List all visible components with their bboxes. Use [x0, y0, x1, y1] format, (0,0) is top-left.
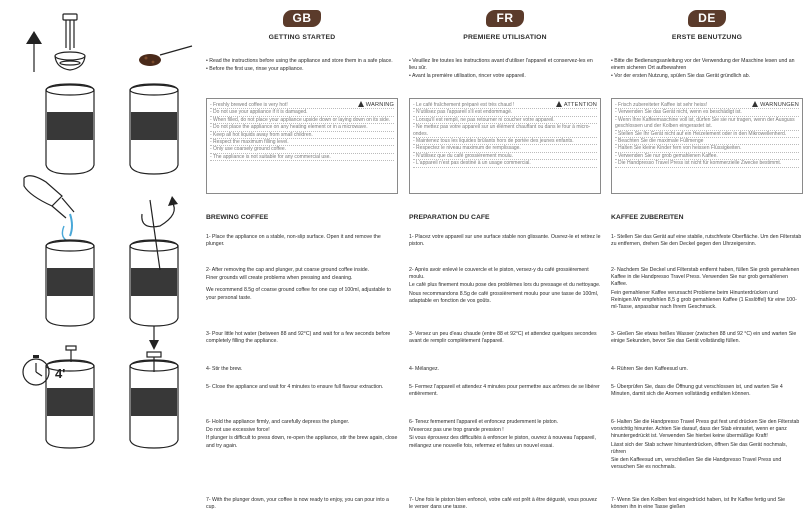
warning-line: - Maintenez tous les liquides brûlants hors de portée des jeunes enfants.	[413, 138, 597, 145]
intro-bullet: • Vor der ersten Nutzung, spülen Sie das Gerät gründlich ab.	[611, 73, 751, 80]
warning-line: - Frisch zubereiteter Kaffee ist sehr heiss!	[615, 102, 799, 109]
intro-bullet: • Avant la première utilisation, rincer votre appareil.	[409, 73, 526, 80]
step-1	[206, 234, 398, 249]
cup-body-5	[46, 360, 94, 448]
step-text: Lässt sich der Stab schwer hinunterdrücken, öffnen Sie das Gerät nochmals, rühren	[611, 441, 788, 455]
step-text: 2- Après avoir enlevé le couvercle et le piston, versez-y du café grossièrement moulu.	[409, 267, 589, 281]
step-1	[409, 234, 601, 249]
step-text: Si vous éprouvez des difficultés à enfoncer le piston, ouvrez à nouveau l'appareil, mélangez une nouvelle fois, refermez et faites un nouvel essai.	[409, 435, 596, 449]
step-4	[206, 366, 398, 374]
step-text: 7- With the plunger down, your coffee is now ready to enjoy, you can pour into a cup.	[206, 497, 389, 511]
warning-line: - Le café fraîchement préparé est très chaud !	[413, 102, 597, 109]
warning-box	[409, 98, 601, 194]
step-text: 1- Place the appliance on a stable, non-slip surface. Open it and remove the plunger.	[206, 234, 381, 248]
step-text: 5- Close the appliance and wait for 4 minutes to ensure full flavour extraction.	[206, 384, 384, 390]
warning-triangle-icon	[358, 101, 364, 107]
step-text: Fein gemahlener Kaffee verursacht Probleme beim Hinunterdrücken und Reinigen.Wir empfehlen 8,5 g grob gemahlenen Kaffee (1 Esslöffel) für eine 100-ml-Tasse, anpassbar nach Ihrem Geschmack.	[611, 289, 797, 311]
warning-line: - Respectez le niveau maximum de remplissage.	[413, 145, 597, 152]
warning-line: - When filled, do not place your appliance upside down or laying down on its side.	[210, 117, 394, 124]
step-6	[611, 419, 803, 472]
warning-line: - Stellen Sie Ihr Gerät nicht auf ein Heizelement oder in den Mikrowellenherd.	[615, 131, 799, 138]
warning-line: - Only use coarsely ground coffee.	[210, 146, 394, 153]
column-english	[206, 0, 398, 519]
step-7	[409, 497, 601, 512]
section-title-preparation: PREPARATION DU CAFE	[409, 214, 490, 221]
step-text: Le café plus finement moulu pose des problèmes lors du pressage et du nettoyage.	[409, 282, 601, 289]
warning-line: - L'appareil n'est pas destiné à un usage commercial.	[413, 160, 597, 167]
step-text: 6- Tenez fermement l'appareil et enfoncez prudemment le piston.	[409, 419, 559, 425]
step-text: Finer grounds will create problems when pressing and cleaning.	[206, 275, 353, 282]
step-2	[611, 267, 803, 312]
instruction-illustrations	[0, 0, 200, 519]
warning-line: - Respect the maximum filling level.	[210, 139, 394, 146]
warning-line: - Do not place the appliance on any heating element or in a microwave.	[210, 124, 394, 131]
step-text: 3- Gießen Sie etwas heißes Wasser (zwischen 88 und 92 °C) ein und warten Sie einige Sekunden, bevor Sie das Gerät vollständig füllen.	[611, 331, 797, 345]
step-5	[611, 384, 803, 399]
warning-line: - Do not use your appliance if it is damaged.	[210, 109, 394, 116]
column-german	[611, 0, 803, 519]
step-text: 3- Pour little hot water (between 88 and 92°C) and wait for a few seconds before completely filling the appliance.	[206, 331, 391, 345]
warning-label: ATTENTION	[563, 102, 597, 108]
section-title-erste: ERSTE BENUTZUNG	[671, 34, 743, 41]
step-text: Do not use excessive force!	[206, 427, 270, 434]
step-5	[206, 384, 398, 392]
cup-body-1	[46, 84, 94, 174]
step-3	[206, 331, 398, 346]
step-text: 7- Une fois le piston bien enfoncé, votre café est prêt à être dégusté, vous pouvez le verser dans une tasse.	[409, 497, 598, 511]
warning-header	[358, 101, 394, 108]
up-arrow-icon	[26, 31, 42, 72]
intro-bullets	[611, 58, 803, 82]
warning-line: - Lorsqu'il est rempli, ne pas retourner ni coucher votre appareil.	[413, 117, 597, 124]
warning-header	[752, 101, 799, 108]
step-text: 6- Halten Sie die Handpresso Travel Press gut fest und drücken Sie den Filterstab vorsichtig hinunter. Achten Sie darauf, dass der Stab einrastet, wenn er ganz hinuntergedrückt ist. Verwenden Sie hierbei keine übermäßige Kraft!	[611, 419, 800, 440]
step-6	[409, 419, 601, 451]
step-text: 1- Placez votre appareil sur une surface stable non glissante. Ouvrez-le et retirez le piston.	[409, 234, 601, 248]
warning-header	[556, 101, 597, 108]
step-text: Nous recommandons 8.5g de café grossièrement moulu pour une tasse de 100ml, adaptable en fonction de vos goûts.	[409, 290, 599, 304]
warning-line: - Halten Sie kleine Kinder fern von heissen Flüssigkeiten.	[615, 145, 799, 152]
step-text: 2- Nachdem Sie Deckel und Filterstab entfernt haben, füllen Sie grob gemahlenen Kaffee in die Handpresso Travel Press. Verwenden Sie nur grob gemahlenen Kaffee.	[611, 267, 800, 288]
intro-bullets	[409, 58, 601, 82]
step-6	[206, 419, 398, 451]
intro-bullet: • Veuillez lire toutes les instructions avant d'utiliser l'appareil et conservez-les en lieu sûr.	[409, 58, 593, 72]
timer-label: 4'	[55, 366, 66, 381]
step-4	[611, 366, 803, 374]
step-text: We recommend 8.5g of coarse ground coffee for one cup of 100ml, adjustable to your personal taste.	[206, 287, 391, 301]
warning-line: - Die Handpresso Travel Press ist nicht für kommerzielle Zwecke bestimmt.	[615, 160, 799, 167]
coffee-spoon-icon	[139, 46, 192, 66]
section-title-premiere: PREMIERE UTILISATION	[463, 34, 547, 41]
warning-line: - Beachten Sie die maximale Füllmenge	[615, 138, 799, 145]
warning-line: - N'utilisez pas l'appareil s'il est endommagé.	[413, 109, 597, 116]
column-french	[409, 0, 601, 519]
step-text: 1- Stellen Sie das Gerät auf eine stabile, rutschfeste Oberfläche. Um den Filterstab zu entfernen, drehen Sie den Deckel gegen den Uhrzeigersinn.	[611, 234, 802, 248]
step-3	[611, 331, 803, 346]
step-3	[409, 331, 601, 346]
step-text: 4- Mélangez.	[409, 366, 439, 372]
step-text: 7- Wenn Sie den Kolben fest eingedrückt haben, ist Ihr Kaffee fertig und Sie können ihn in eine Tasse gießen	[611, 497, 785, 511]
warning-triangle-icon	[556, 101, 562, 107]
step-7	[611, 497, 803, 512]
section-title-brewing: BREWING COFFEE	[206, 214, 269, 221]
lang-badge-de: DE	[688, 10, 726, 27]
warning-line: - Verwenden Sie nur grob gemahlenen Kaffee.	[615, 153, 799, 160]
section-title-getting-started: GETTING STARTED	[268, 34, 336, 41]
step-text: Sie den Kaffeesud um, verschließen Sie die Handpresso Travel Press und versuchen Sie es nochmals.	[611, 457, 782, 471]
warning-line: - Ne mettez pas votre appareil sur un élément chauffant ou dans le four à micro-ondes.	[413, 124, 597, 138]
cup-body-3	[46, 240, 94, 326]
warning-triangle-icon	[752, 101, 758, 107]
press-down-arrow-icon	[147, 326, 161, 372]
intro-bullet: • Bitte die Bedienungsanleitung vor der Verwendung der Maschine lesen und an einem sicheren Ort aufbewahren	[611, 58, 795, 72]
step-text: 5- Überprüfen Sie, dass die Öffnung gut verschlossen ist, und warten Sie 4 Minuten, damit sich die Aromen vollständig entfalten können.	[611, 384, 783, 398]
stir-arrow-icon	[142, 196, 178, 270]
step-text: 5- Fermez l'appareil et attendez 4 minutes pour permettre aux arômes de se libérer entièrement.	[409, 384, 600, 398]
warning-line: - N'utilisez que du café grossièrement moulu.	[413, 153, 597, 160]
warning-line: - Freshly brewed coffee is very hot!	[210, 102, 394, 109]
warning-box	[206, 98, 398, 194]
step-text: 4- Stir the brew.	[206, 366, 243, 372]
step-1	[611, 234, 803, 249]
section-title-zubereiten: KAFFEE ZUBEREITEN	[611, 214, 684, 221]
warning-label: WARNUNGEN	[760, 102, 799, 108]
step-4	[409, 366, 601, 374]
kettle-pour-icon	[24, 176, 74, 240]
step-text: 6- Hold the appliance firmly, and carefully depress the plunger.	[206, 419, 350, 425]
warning-line: - The appliance is not suitable for any commercial use.	[210, 154, 394, 161]
lang-badge-fr: FR	[486, 10, 524, 27]
plunger-lifted-icon	[55, 14, 85, 70]
step-text: 2- After removing the cap and plunger, put coarse ground coffee inside.	[206, 267, 370, 273]
step-7	[206, 497, 398, 512]
step-text: N'exercez pas une trop grande pression !	[409, 427, 504, 434]
step-5	[409, 384, 601, 399]
timer-icon	[23, 355, 49, 385]
intro-bullets	[206, 58, 398, 74]
warning-label: WARNING	[365, 102, 394, 108]
warning-line: - Keep all hot liquids away from small children.	[210, 132, 394, 139]
intro-bullet: • Before the first use, rinse your appliance.	[206, 66, 304, 73]
step-text: 3- Versez un peu d'eau chaude (entre 88 et 92°C) et attendez quelques secondes avant de remplir complètement l'appareil.	[409, 331, 597, 345]
step-2	[409, 267, 601, 306]
intro-bullet: • Read the instructions before using the appliance and store them in a safe place.	[206, 58, 393, 64]
lang-badge-gb: GB	[283, 10, 321, 27]
warning-line: - Wenn Ihre Kaffeemaschine voll ist, dürfen Sie sie nur tragen, wenn der Ausguss geschlossen und der Kolben eingerastet ist.	[615, 117, 799, 131]
warning-line: - Verwenden Sie das Gerät nicht, wenn es beschädigt ist.	[615, 109, 799, 116]
warning-box	[611, 98, 803, 194]
step-2	[206, 267, 398, 303]
cup-body-6	[130, 360, 178, 448]
cup-body-2	[130, 84, 178, 174]
step-text: 4- Rühren Sie den Kaffeesud um.	[611, 366, 688, 372]
cup-body-4	[130, 240, 178, 326]
step-text: If plunger is difficult to press down, re-open the appliance, stir the brew again, close and try again.	[206, 435, 398, 449]
